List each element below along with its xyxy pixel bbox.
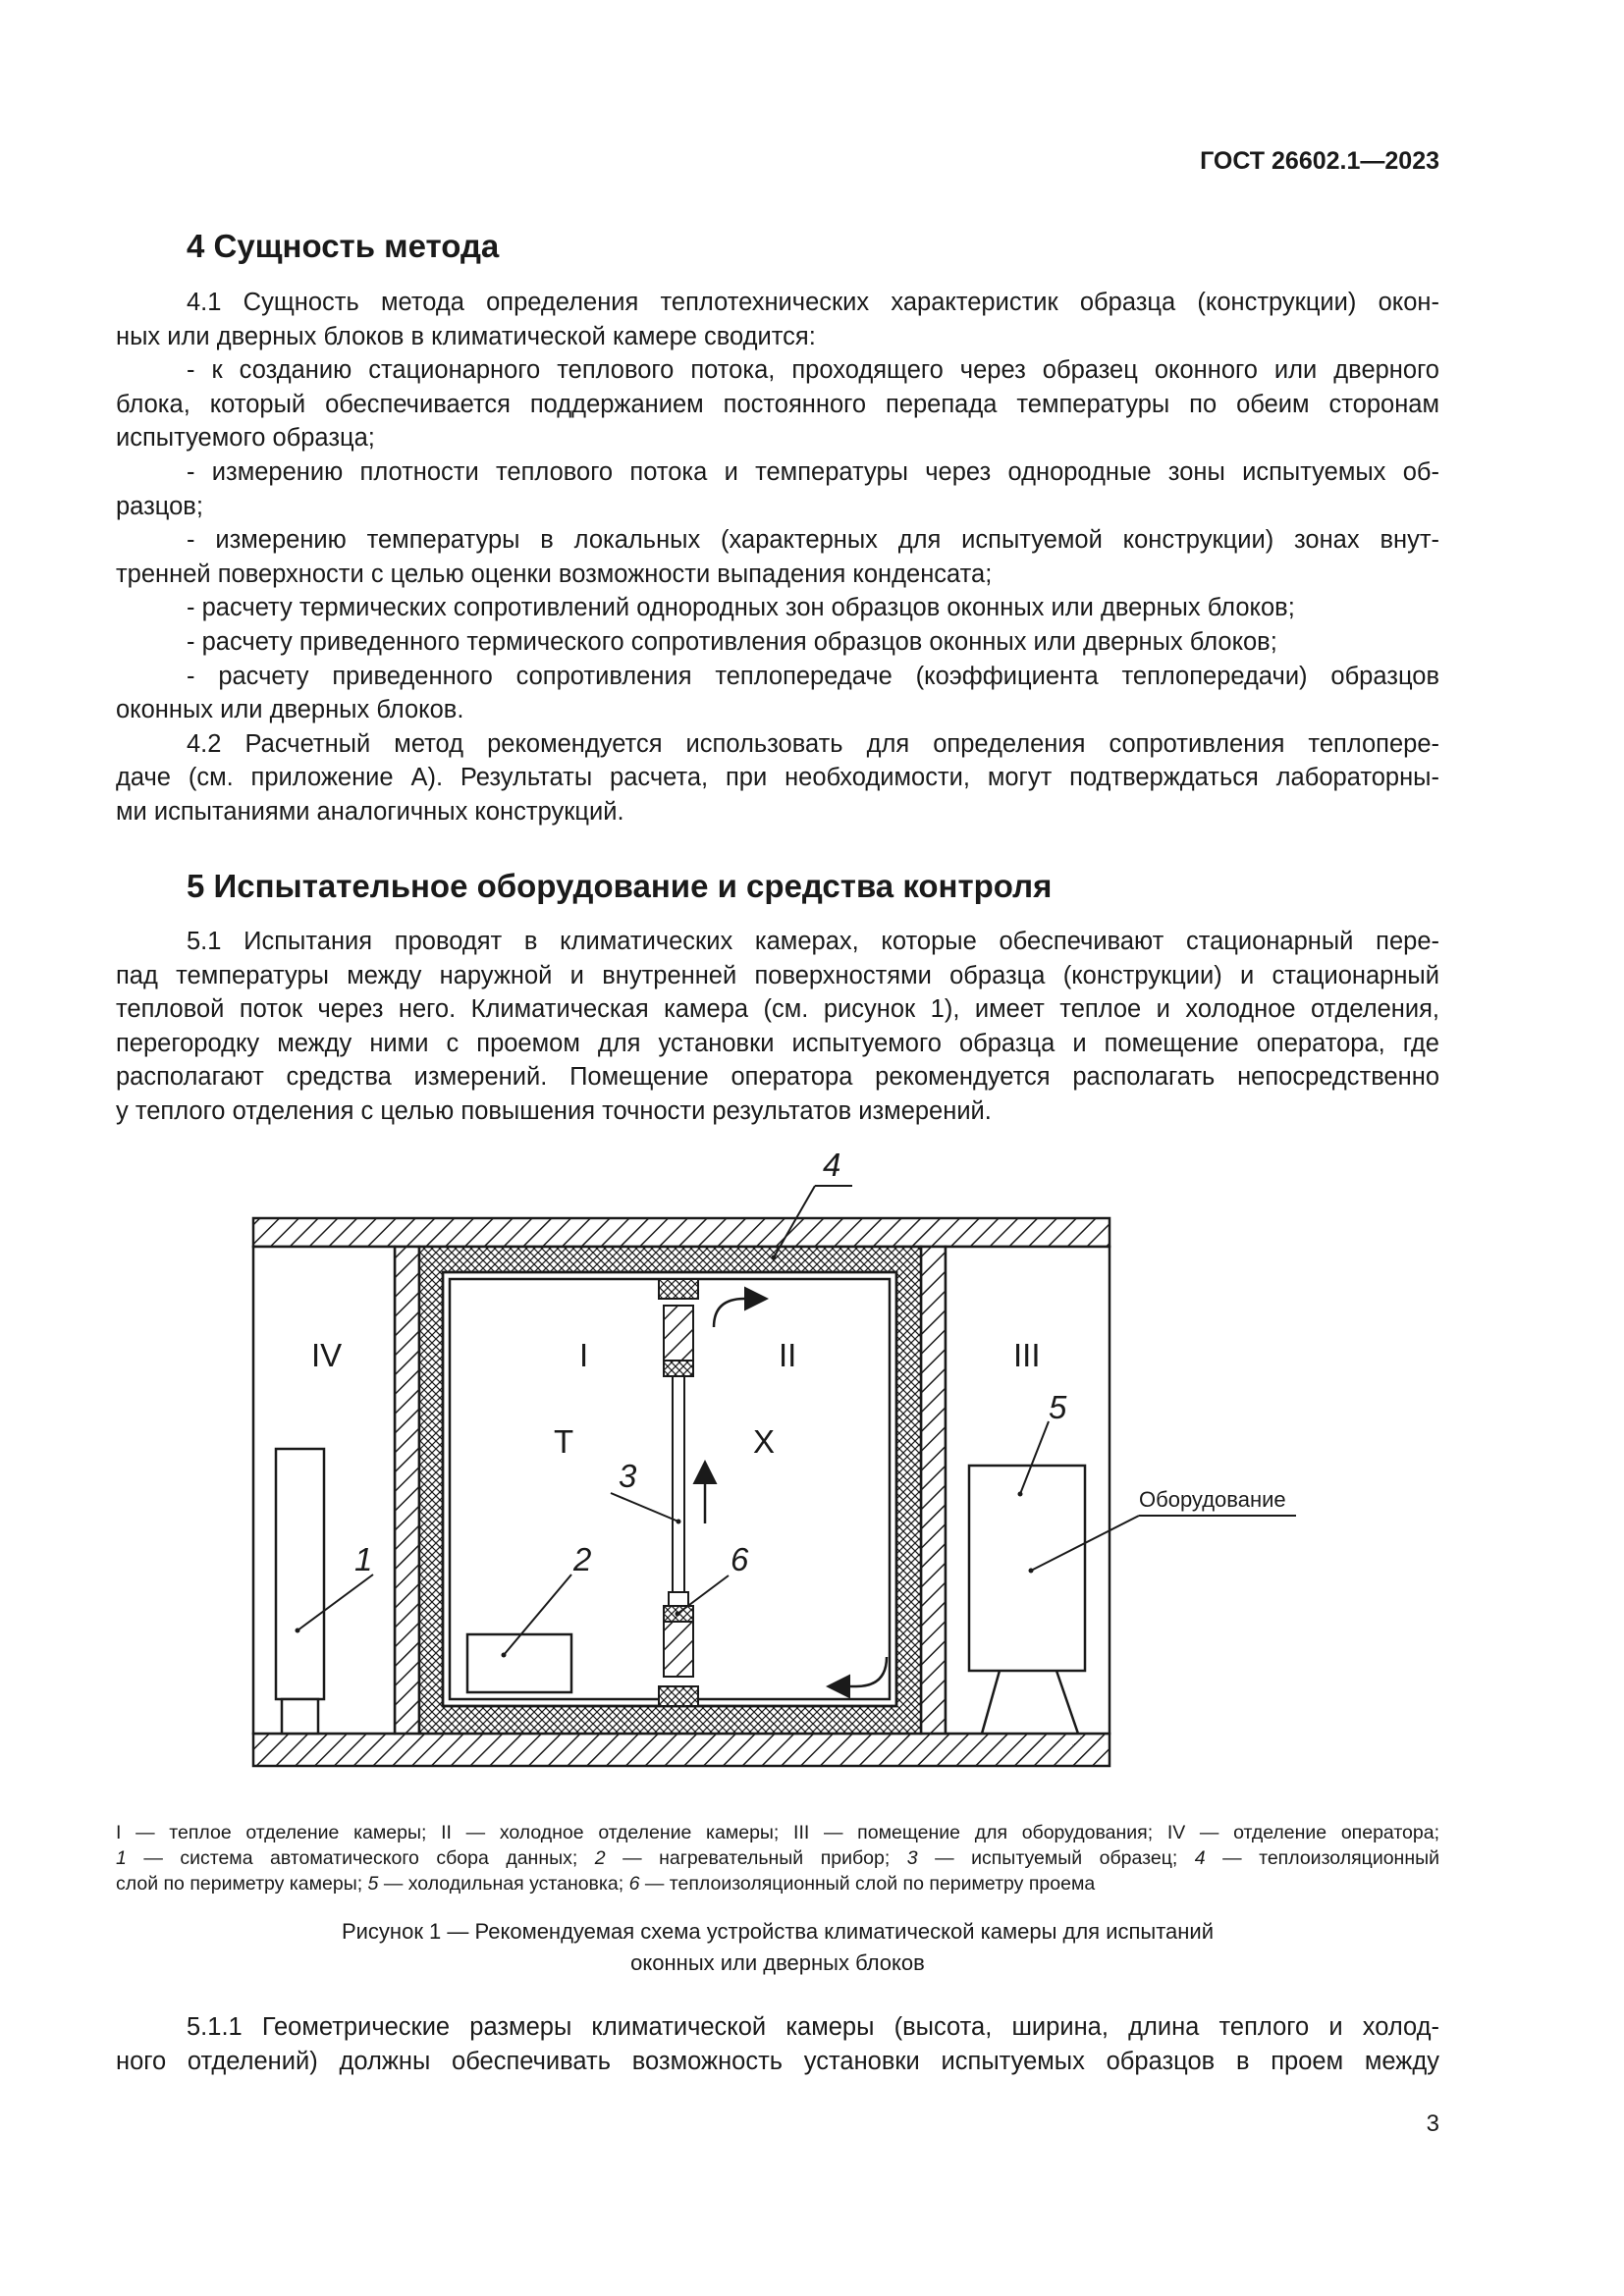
callout-1: 1 [354,1541,373,1577]
partition-top-cap [659,1279,698,1299]
zone-label-IV: IV [311,1337,343,1373]
partition-top-block [664,1306,693,1361]
bullet-1-line3: испытуемого образца; [116,424,375,453]
zone-label-II: II [779,1337,797,1373]
para-5-1-1 [116,2010,1439,2078]
para-5-1-1-line1: 5.1.1 Геометрические размеры климатической камеры (высота, ширина, длина теплого и холод- [187,2013,1439,2041]
specimen [673,1376,684,1592]
page-number: 3 [1426,2110,1439,2137]
callout-5: 5 [1049,1389,1067,1425]
callout-3: 3 [619,1458,637,1494]
para-5-1-1-line2: ного отделений) должны обеспечивать возможность установки испытуемых образцов в проем между [116,2047,1439,2075]
bullet-5: - расчету приведенного термического сопротивления образцов оконных или дверных блоков; [187,627,1277,656]
bullet-1-line2: блока, который обеспечивается поддержанием постоянного перепада температуры по обеим сторонам [116,390,1439,418]
callout-4: 4 [823,1147,841,1183]
zone-label-III: III [1013,1337,1041,1373]
para-5-1-line6: у теплого отделения с целью повышения точности результатов измерений. [116,1096,992,1125]
cold-label: Х [753,1423,776,1460]
refrigeration-unit [969,1466,1085,1671]
para-4-1-line1: 4.1 Сущность метода определения теплотехнических характеристик образца (конструкции) окон- [187,289,1439,316]
section-4-title: 4 Сущность метода [187,228,500,264]
para-5-1-line4: перегородку между ними с проемом для установки испытуемого образца и помещение оператора, где [116,1029,1439,1057]
figure-legend-line1: I — теплое отделение камеры; II — холодное отделение камеры; III — помещение для оборудования; IV — отделение оператора; [116,1822,1439,1843]
bullet-2-line2: разцов; [116,492,203,520]
figure-legend-line2: 1 — система автоматического сбора данных; 2 — нагревательный прибор; 3 — испытуемый образец; 4 — теплоизоляционный [116,1847,1439,1869]
callout-6: 6 [731,1541,749,1577]
bullet-4: - расчету термических сопротивлений однородных зон образцов оконных или дверных блоков; [187,594,1295,622]
specimen-foot [669,1592,688,1606]
data-acquisition-base [282,1699,318,1734]
left-wall [395,1247,419,1734]
para-4-2-line3: ми испытаниями аналогичных конструкций. [116,797,624,826]
para-5-1-line1: 5.1 Испытания проводят в климатических камерах, которые обеспечивают стационарный пере- [187,928,1439,955]
para-4-1-line2: ных или дверных блоков в климатической камере сводится: [116,322,816,350]
equipment-label: Оборудование [1139,1487,1286,1512]
partition-bottom-cap [659,1686,698,1706]
bullet-2-line1: - измерению плотности теплового потока и температуры через однородные зоны испытуемых об- [187,457,1439,486]
para-5-1-line3: тепловой поток через него. Климатическая камера (см. рисунок 1), имеет теплое и холодное отделения, [116,995,1439,1024]
para-4-2-line2: даче (см. приложение А). Результаты расчета, при необходимости, могут подтверждаться лабораторны- [116,764,1439,792]
figure-title-line1: Рисунок 1 — Рекомендуемая схема устройства климатической камеры для испытаний [341,1919,1215,1944]
para-5-1-line5: располагают средства измерений. Помещение оператора рекомендуется располагать непосредственно [116,1063,1439,1092]
bullet-6-line2: оконных или дверных блоков. [116,696,464,724]
bullet-6-line1: - расчету приведенного сопротивления теплопередаче (коэффициента теплопередачи) образцов [187,662,1439,690]
bullet-3-line2: тренней поверхности с целью оценки возможности выпадения конденсата; [116,560,993,588]
bullet-3-line1: - измерению температуры в локальных (характерных для испытуемой конструкции) зонах внут- [187,526,1439,555]
document-id: ГОСТ 26602.1—2023 [1200,147,1439,175]
figure-legend-line3: слой по периметру камеры; 5 — холодильная установка; 6 — теплоизоляционный слой по периметру проема [116,1873,1096,1895]
right-wall [921,1247,946,1734]
bullet-1-line1: - к созданию стационарного теплового потока, проходящего через образец оконного или дверного [187,356,1439,385]
partition-bottom-block [664,1622,693,1677]
callout-2: 2 [573,1541,592,1577]
para-4-2-line1: 4.2 Расчетный метод рекомендуется использовать для определения сопротивления теплопере- [187,729,1439,758]
data-acquisition-system [276,1449,324,1699]
top-slab [253,1218,1110,1247]
figure-title-line2: оконных или дверных блоков [630,1950,925,1975]
para-5-1-line2: пад температуры между наружной и внутренней поверхностями образца (конструкции) и стационарный [116,961,1439,989]
section-5-title: 5 Испытательное оборудование и средства контроля [187,868,1053,904]
zone-label-I: I [579,1337,589,1373]
warm-label: Т [554,1423,574,1460]
partition-top-insul [664,1361,693,1376]
bottom-slab [253,1734,1110,1766]
heater [467,1634,571,1692]
